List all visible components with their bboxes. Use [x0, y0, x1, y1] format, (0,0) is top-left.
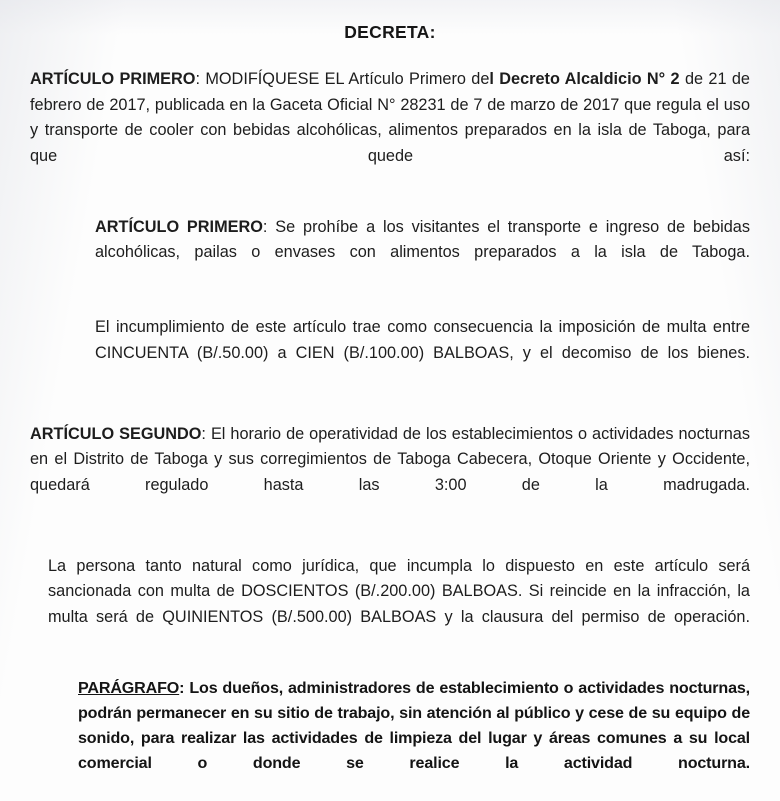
- articulo-primero-block: [30, 67, 750, 195]
- paragrafo-body: Los dueños, administradores de establecimiento o actividades nocturnas, podrán permanecer en su sitio de trabajo, sin atención al público y cese de su equipo de sonido, para realizar las actividades de limpieza del lugar y áreas comunes a su local comercial o donde se realice la actividad nocturna.: [78, 678, 750, 772]
- articulo-primero-heading: ARTÍCULO PRIMERO: [30, 70, 196, 88]
- articulo-primero-modificado-body: Se prohíbe a los visitantes el transporte e ingreso de bebidas alcohólicas, pailas o envases con alimentos preparados a la isla de Taboga.: [95, 217, 750, 261]
- document-content: [0, 22, 780, 801]
- articulo-segundo-sancion: La persona tanto natural como jurídica, que incumpla lo dispuesto en este artículo será sancionada con multa de DOSCIENTOS (B/.200.00) BALBOAS. Si reincide en la infracción, la multa será de QUINIENTOS (B/.500.00) BALBOAS y la clausura del permiso de operación.: [48, 556, 750, 626]
- spacer: [0, 43, 780, 67]
- articulo-primero-modificado-separator: :: [262, 217, 268, 236]
- articulo-primero-modificado-block: [95, 215, 750, 292]
- articulo-primero-intro-rest: de 21 de febrero de 2017, publicada en la Gaceta Oficial N° 28231 de 7 de marzo de 2017 que regula el uso y transporte de cooler con bebidas alcohólicas, alimentos preparados en la isla de Taboga, para que quede así:: [30, 70, 750, 165]
- paragrafo-heading: PARÁGRAFO: [78, 678, 180, 697]
- spacer: [0, 524, 780, 554]
- articulo-segundo-heading-separator: :: [201, 424, 206, 443]
- spacer: [0, 195, 780, 215]
- articulo-primero-heading-separator: :: [195, 70, 200, 88]
- articulo-primero-intro-first: MODIFÍQUESE EL Artículo Primero de: [199, 70, 490, 88]
- articulo-primero-sancion: El incumplimiento de este artículo trae como consecuencia la imposición de multa entre CINCUENTA (B/.50.00) a CIEN (B/.100.00) BALBOAS, y el decomiso de los bienes.: [95, 318, 750, 362]
- articulo-segundo-heading: ARTÍCULO SEGUNDO: [30, 424, 202, 443]
- articulo-segundo-block: [30, 422, 750, 524]
- articulo-segundo-body: El horario de operatividad de los establecimientos o actividades nocturnas en el Distrito de Taboga y sus corregimientos de Taboga Cabecera, Otoque Oriente y Occidente, quedará regulado hasta las 3:00 de la madrugada.: [30, 424, 751, 494]
- spacer: [0, 392, 780, 422]
- paragrafo-heading-separator: :: [179, 678, 185, 697]
- page-title: DECRETA:: [344, 22, 436, 42]
- decreto-reference: l Decreto Alcaldicio N° 2: [489, 70, 680, 88]
- paragrafo-block: [78, 676, 750, 801]
- spacer: [0, 291, 780, 315]
- spacer: [0, 656, 780, 676]
- articulo-primero-modificado-heading: ARTÍCULO PRIMERO: [95, 217, 263, 236]
